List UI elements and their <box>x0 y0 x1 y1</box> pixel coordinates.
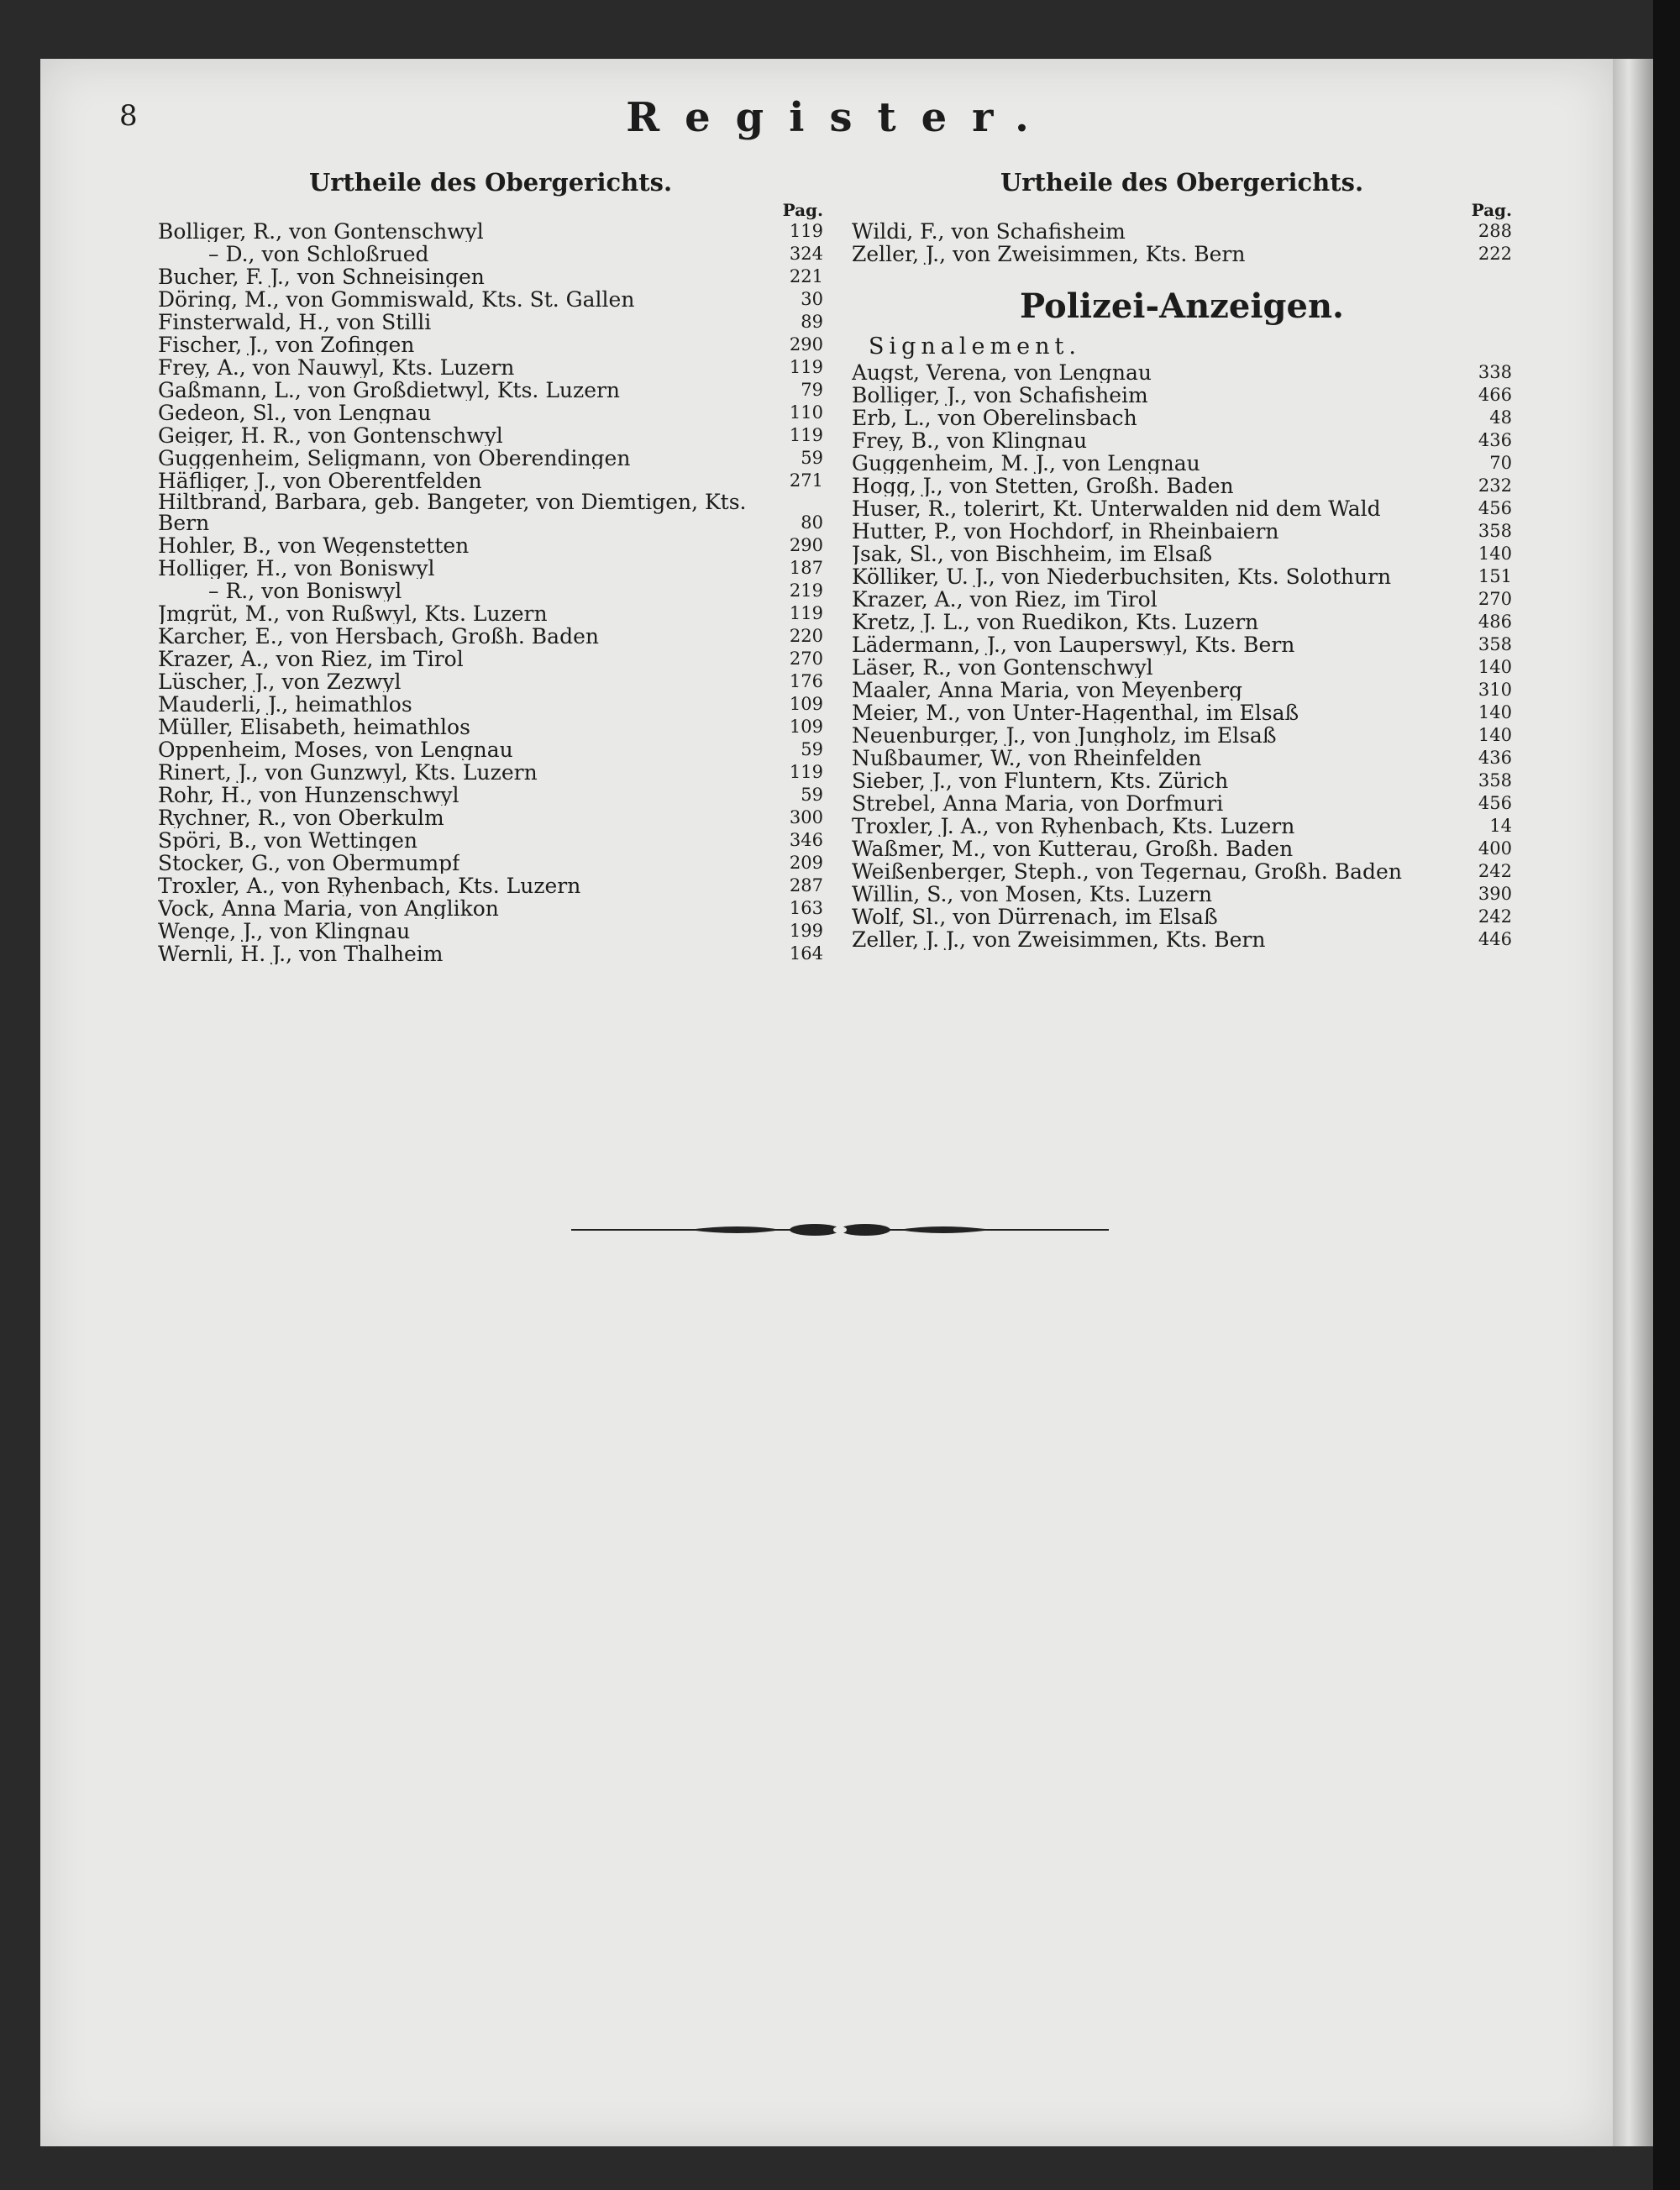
entry-page: 187 <box>789 558 823 578</box>
index-entry <box>852 769 1512 791</box>
index-entry <box>852 791 1512 814</box>
entry-page: 119 <box>789 603 823 623</box>
entry-page: 222 <box>1478 244 1512 264</box>
index-entry <box>158 446 823 469</box>
index-entry <box>158 806 823 828</box>
entry-page: 466 <box>1478 385 1512 405</box>
index-entry <box>852 383 1512 406</box>
entry-page: 220 <box>789 626 823 646</box>
entry-name: Rinert, J., von Gunzwyl, Kts. Luzern <box>158 762 538 783</box>
entry-name: Hohler, B., von Wegenstetten <box>158 535 470 556</box>
entry-page: 271 <box>789 470 823 491</box>
entry-page: 140 <box>1478 725 1512 745</box>
entry-name: Troxler, A., von Ryhenbach, Kts. Luzern <box>158 875 581 896</box>
index-entry <box>852 360 1512 383</box>
left-pag-label: Pag. <box>782 200 823 220</box>
entry-name: Oppenheim, Moses, von Lengnau <box>158 739 513 760</box>
entry-page: 270 <box>1478 589 1512 609</box>
index-entry <box>158 919 823 942</box>
index-entry <box>158 896 823 919</box>
entry-name: Guggenheim, Seligmann, von Oberendingen <box>158 448 631 469</box>
entry-name: Guggenheim, M. J., von Lengnau <box>852 453 1200 474</box>
entry-page: 70 <box>1489 453 1512 473</box>
entry-page: 219 <box>789 580 823 601</box>
entry-page: 400 <box>1478 838 1512 859</box>
entry-name: Kretz, J. L., von Ruedikon, Kts. Luzern <box>852 612 1259 633</box>
entry-page: 390 <box>1478 884 1512 904</box>
entry-name: Meier, M., von Unter-Hagenthal, im Elsaß <box>852 702 1299 723</box>
scan-border <box>1653 0 1680 2190</box>
index-entry <box>158 401 823 423</box>
index-entry <box>852 837 1512 859</box>
entry-page: 358 <box>1478 634 1512 654</box>
index-entry <box>852 927 1512 950</box>
entry-page: 59 <box>801 739 823 759</box>
index-entry <box>852 428 1512 451</box>
index-entry <box>158 647 823 670</box>
index-entry <box>158 469 823 491</box>
entry-name: Rychner, R., von Oberkulm <box>158 807 444 828</box>
index-entry <box>852 519 1512 542</box>
entry-page: 456 <box>1478 498 1512 518</box>
index-entry <box>158 715 823 738</box>
entry-page: 310 <box>1478 680 1512 700</box>
entry-name: Nußbaumer, W., von Rheinfelden <box>852 748 1202 769</box>
entry-page: 119 <box>789 762 823 782</box>
section-heading-polizei: Polizei-Anzeigen. <box>1020 286 1344 326</box>
entry-page: 119 <box>789 425 823 445</box>
entry-page: 140 <box>1478 544 1512 564</box>
entry-name: Döring, M., von Gommiswald, Kts. St. Gallen <box>158 289 635 310</box>
entry-name: Bolliger, R., von Gontenschwyl <box>158 221 484 242</box>
index-entry <box>158 491 823 533</box>
entry-page: 199 <box>789 921 823 941</box>
entry-name: Wernli, H. J., von Thalheim <box>158 943 444 964</box>
index-entry <box>158 287 823 310</box>
index-entry <box>852 587 1512 610</box>
entry-page: 324 <box>789 244 823 264</box>
entry-name: Karcher, E., von Hersbach, Großh. Baden <box>158 626 599 647</box>
entry-page: 59 <box>801 785 823 805</box>
entry-page: 232 <box>1478 475 1512 496</box>
entry-name: Fischer, J., von Zofingen <box>158 334 415 355</box>
entry-name: Krazer, A., von Riez, im Tirol <box>852 589 1158 610</box>
ornament-divider-icon <box>571 1220 1109 1240</box>
index-entry <box>852 565 1512 587</box>
entry-name: Neuenburger, J., von Jungholz, im Elsaß <box>852 725 1277 746</box>
entry-page: 59 <box>801 448 823 468</box>
entry-name: Bolliger, J., von Schafisheim <box>852 385 1148 406</box>
entry-name: Vock, Anna Maria, von Anglikon <box>158 898 499 919</box>
page-title: Register. <box>626 94 1054 141</box>
entry-page: 221 <box>789 266 823 286</box>
index-entry <box>852 723 1512 746</box>
index-entry <box>158 942 823 964</box>
entry-page: 140 <box>1478 657 1512 677</box>
entry-name: Hutter, P., von Hochdorf, in Rheinbaiern <box>852 521 1279 542</box>
entry-page: 151 <box>1478 566 1512 586</box>
index-entry <box>852 905 1512 927</box>
entry-page: 290 <box>789 334 823 354</box>
entry-name: Läser, R., von Gontenschwyl <box>852 657 1153 678</box>
entry-page: 14 <box>1489 816 1512 836</box>
index-entry <box>852 406 1512 428</box>
entry-page: 288 <box>1478 221 1512 241</box>
entry-page: 110 <box>789 402 823 423</box>
entry-name: Wenge, J., von Klingnau <box>158 921 411 942</box>
entry-name: Gaßmann, L., von Großdietwyl, Kts. Luzern <box>158 380 621 401</box>
entry-name: Kölliker, U. J., von Niederbuchsiten, Kts. Solothurn <box>852 566 1392 587</box>
index-entry <box>852 496 1512 519</box>
entry-name: Troxler, J. A., von Ryhenbach, Kts. Luzern <box>852 816 1295 837</box>
index-entry <box>158 265 823 287</box>
entry-page: 109 <box>789 717 823 737</box>
entry-page: 436 <box>1478 748 1512 768</box>
left-column <box>158 164 823 964</box>
entry-page: 358 <box>1478 521 1512 541</box>
index-entry <box>852 701 1512 723</box>
index-entry <box>158 579 823 601</box>
index-entry <box>158 828 823 851</box>
index-entry <box>158 738 823 760</box>
entry-page: 164 <box>789 943 823 964</box>
entry-name: – D., von Schloßrued <box>208 244 429 265</box>
index-entry <box>158 851 823 874</box>
index-entry <box>158 760 823 783</box>
entry-name: Zeller, J., von Zweisimmen, Kts. Bern <box>852 244 1246 265</box>
index-entry <box>158 670 823 692</box>
entry-page: 446 <box>1478 929 1512 949</box>
entry-name: Finsterwald, H., von Stilli <box>158 312 432 333</box>
entry-name: Lüscher, J., von Zezwyl <box>158 671 402 692</box>
right-entry-list <box>852 219 1512 265</box>
index-entry <box>158 624 823 647</box>
entry-name: – R., von Boniswyl <box>208 580 402 601</box>
entry-name: Strebel, Anna Maria, von Dorfmuri <box>852 793 1224 814</box>
entry-name: Erb, L., von Oberelinsbach <box>852 407 1137 428</box>
index-entry <box>852 678 1512 701</box>
entry-page: 358 <box>1478 770 1512 790</box>
index-entry <box>158 692 823 715</box>
entry-page: 270 <box>789 649 823 669</box>
entry-name: Häfliger, J., von Oberentfelden <box>158 470 482 491</box>
index-entry <box>158 310 823 333</box>
entry-name: Gedeon, Sl., von Lengnau <box>158 402 432 423</box>
index-entry <box>158 556 823 579</box>
entry-name: Bucher, F. J., von Schneisingen <box>158 266 485 287</box>
entry-name: Wildi, F., von Schafisheim <box>852 221 1126 242</box>
entry-page: 140 <box>1478 702 1512 722</box>
entry-name: Sieber, J., von Fluntern, Kts. Zürich <box>852 770 1229 791</box>
index-entry <box>158 601 823 624</box>
index-entry <box>158 242 823 265</box>
entry-name: Frey, B., von Klingnau <box>852 430 1088 451</box>
left-entry-list <box>158 219 823 964</box>
entry-page: 456 <box>1478 793 1512 813</box>
entry-page: 300 <box>789 807 823 827</box>
entry-name: Holliger, H., von Boniswyl <box>158 558 435 579</box>
left-column-heading: Urtheile des Obergerichts. <box>308 168 673 197</box>
entry-name: Maaler, Anna Maria, von Meyenberg <box>852 680 1243 701</box>
index-entry <box>158 378 823 401</box>
entry-name: Lädermann, J., von Lauperswyl, Kts. Bern <box>852 634 1295 655</box>
page-number: 8 <box>119 99 138 133</box>
entry-name: Wolf, Sl., von Dürrenach, im Elsaß <box>852 906 1218 927</box>
entry-page: 176 <box>789 671 823 691</box>
index-entry <box>158 533 823 556</box>
entry-page: 80 <box>801 512 823 533</box>
index-entry <box>852 219 1512 242</box>
index-entry <box>158 219 823 242</box>
index-entry <box>852 633 1512 655</box>
index-entry <box>852 882 1512 905</box>
index-entry <box>158 783 823 806</box>
entry-page: 242 <box>1478 906 1512 927</box>
entry-name: Weißenberger, Steph., von Tegernau, Großh. Baden <box>852 861 1402 882</box>
index-entry <box>852 242 1512 265</box>
sub-heading-signalement: Signalement. <box>869 333 1081 360</box>
entry-page: 436 <box>1478 430 1512 450</box>
index-entry <box>852 451 1512 474</box>
entry-page: 290 <box>789 535 823 555</box>
index-entry <box>158 355 823 378</box>
entry-name: Mauderli, J., heimathlos <box>158 694 412 715</box>
entry-page: 48 <box>1489 407 1512 428</box>
entry-page: 346 <box>789 830 823 850</box>
entry-page: 486 <box>1478 612 1512 632</box>
entry-name: Stocker, G., von Obermumpf <box>158 853 460 874</box>
entry-name: Augst, Verena, von Lengnau <box>852 362 1152 383</box>
entry-page: 287 <box>789 875 823 895</box>
entry-name: Hiltbrand, Barbara, geb. Bangeter, von Diemtigen, Kts. Bern <box>158 491 747 533</box>
entry-name: Willin, S., von Mosen, Kts. Luzern <box>852 884 1212 905</box>
entry-page: 79 <box>801 380 823 400</box>
index-entry <box>852 542 1512 565</box>
entry-name: Jmgrüt, M., von Rußwyl, Kts. Luzern <box>158 603 548 624</box>
index-entry <box>852 655 1512 678</box>
entry-name: Zeller, J. J., von Zweisimmen, Kts. Bern <box>852 929 1266 950</box>
entry-name: Müller, Elisabeth, heimathlos <box>158 717 470 738</box>
index-entry <box>852 610 1512 633</box>
right-column-heading: Urtheile des Obergerichts. <box>1000 168 1364 197</box>
signalement-entry-list <box>852 360 1512 950</box>
index-entry <box>158 333 823 355</box>
entry-name: Hogg, J., von Stetten, Großh. Baden <box>852 475 1234 496</box>
entry-page: 119 <box>789 357 823 377</box>
entry-page: 338 <box>1478 362 1512 382</box>
page-edge <box>1613 59 1653 2146</box>
right-column <box>852 164 1512 950</box>
index-entry <box>158 423 823 446</box>
entry-page: 242 <box>1478 861 1512 881</box>
index-entry <box>852 814 1512 837</box>
entry-name: Huser, R., tolerirt, Kt. Unterwalden nid dem Wald <box>852 498 1381 519</box>
entry-name: Krazer, A., von Riez, im Tirol <box>158 649 464 670</box>
entry-page: 209 <box>789 853 823 873</box>
entry-page: 30 <box>801 289 823 309</box>
entry-name: Waßmer, M., von Kutterau, Großh. Baden <box>852 838 1294 859</box>
entry-page: 163 <box>789 898 823 918</box>
index-entry <box>852 746 1512 769</box>
entry-name: Rohr, H., von Hunzenschwyl <box>158 785 459 806</box>
right-pag-label: Pag. <box>1471 200 1512 220</box>
index-entry <box>852 474 1512 496</box>
entry-page: 109 <box>789 694 823 714</box>
index-entry <box>158 874 823 896</box>
entry-name: Jsak, Sl., von Bischheim, im Elsaß <box>852 544 1213 565</box>
index-entry <box>852 859 1512 882</box>
entry-page: 89 <box>801 312 823 332</box>
entry-name: Frey, A., von Nauwyl, Kts. Luzern <box>158 357 515 378</box>
entry-page: 119 <box>789 221 823 241</box>
entry-name: Geiger, H. R., von Gontenschwyl <box>158 425 503 446</box>
entry-name: Spöri, B., von Wettingen <box>158 830 417 851</box>
